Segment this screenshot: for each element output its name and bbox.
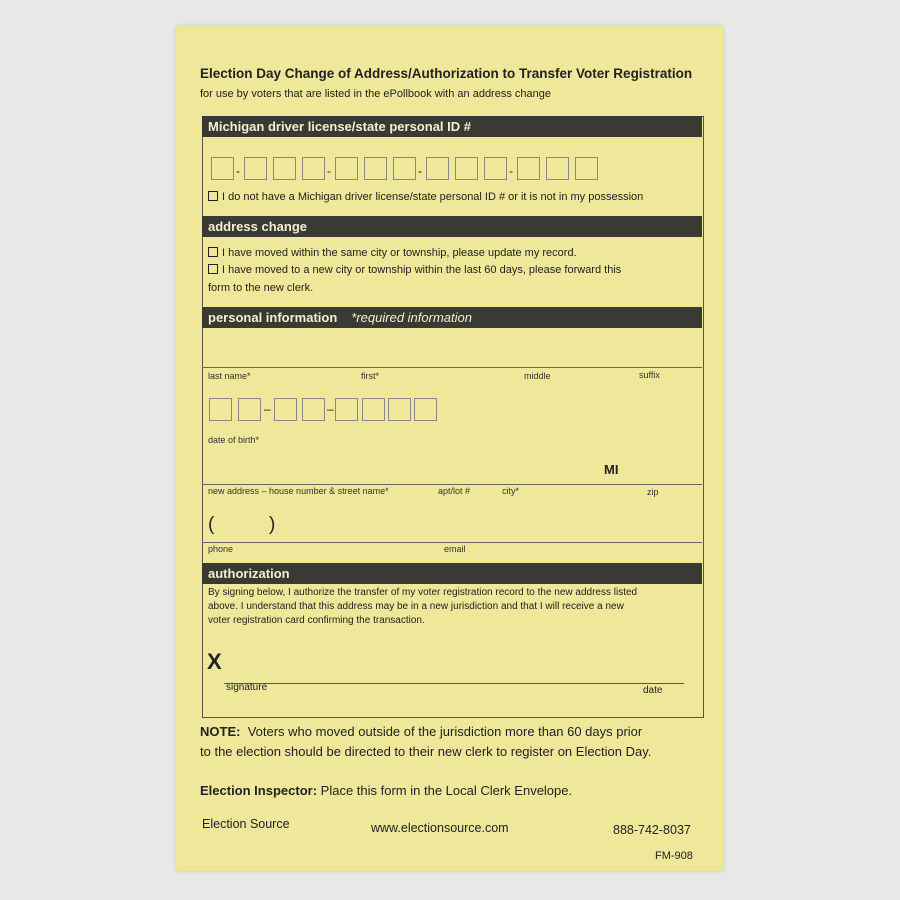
new-address-label: new address – house number & street name* xyxy=(208,486,389,496)
dob-box[interactable] xyxy=(335,398,358,421)
dob-dash: – xyxy=(327,402,334,416)
form-subtitle: for use by voters that are listed in the ePollbook with an address change xyxy=(200,88,551,100)
last-name-label: last name* xyxy=(208,371,251,381)
address-line xyxy=(202,484,702,485)
id-box[interactable] xyxy=(575,157,598,180)
city-label: city* xyxy=(502,486,520,496)
checkbox[interactable] xyxy=(208,264,218,274)
id-dash: - xyxy=(236,164,240,178)
dob-box[interactable] xyxy=(362,398,385,421)
voter-form-paper xyxy=(176,26,723,871)
checkbox[interactable] xyxy=(208,191,218,201)
id-box[interactable] xyxy=(335,157,358,180)
authorization-text xyxy=(208,586,688,628)
state-value: MI xyxy=(604,462,619,477)
phone-line xyxy=(202,542,702,543)
signature-line[interactable] xyxy=(224,683,684,684)
form-number: FM-908 xyxy=(655,850,693,862)
id-dash: - xyxy=(418,164,422,178)
authorization-text-line: By signing below, I authorize the transfer of my voter registration record to the new address listed xyxy=(208,587,638,598)
id-box[interactable] xyxy=(211,157,234,180)
address-section-header: address change xyxy=(202,216,702,237)
form-title: Election Day Change of Address/Authorization to Transfer Voter Registration xyxy=(200,66,693,81)
authorization-text-line: voter registration card confirming the transaction. xyxy=(208,615,425,626)
dob-box[interactable] xyxy=(274,398,297,421)
personal-section-header xyxy=(202,307,702,328)
id-dash: - xyxy=(509,164,513,178)
moved-new-city-label: I have moved to a new city or township within the last 60 days, please forward this xyxy=(222,264,622,276)
dob-box[interactable] xyxy=(209,398,232,421)
signature-label: signature xyxy=(226,682,268,693)
footer-phone: 888-742-8037 xyxy=(613,823,691,837)
moved-new-city-option[interactable] xyxy=(208,264,621,276)
date-label: date xyxy=(643,685,663,696)
id-box[interactable] xyxy=(302,157,325,180)
note-line1: Voters who moved outside of the jurisdiction more than 60 days prior xyxy=(247,724,643,739)
inspector-label: Election Inspector: xyxy=(200,783,318,798)
dob-box[interactable] xyxy=(238,398,261,421)
first-name-label: first* xyxy=(361,371,379,381)
no-license-label: I do not have a Michigan driver license/state personal ID # or it is not in my possession xyxy=(222,191,644,203)
id-box[interactable] xyxy=(426,157,449,180)
id-dash: - xyxy=(327,164,331,178)
personal-section-title: personal information xyxy=(208,310,338,325)
id-box[interactable] xyxy=(364,157,387,180)
signature-x-mark: X xyxy=(207,649,222,674)
dob-box[interactable] xyxy=(302,398,325,421)
inspector-instruction xyxy=(200,781,710,801)
id-box[interactable] xyxy=(393,157,416,180)
phone-label: phone xyxy=(208,544,234,554)
id-box[interactable] xyxy=(455,157,478,180)
note-line2: to the election should be directed to their new clerk to register on Election Day. xyxy=(200,744,652,759)
dob-dash: – xyxy=(264,402,271,416)
checkbox[interactable] xyxy=(208,247,218,257)
dob-box[interactable] xyxy=(414,398,437,421)
name-line xyxy=(202,367,702,368)
zip-label: zip xyxy=(647,487,659,497)
moved-same-city-label: I have moved within the same city or township, please update my record. xyxy=(222,247,577,259)
dob-box[interactable] xyxy=(388,398,411,421)
inspector-text: Place this form in the Local Clerk Envelope. xyxy=(320,783,573,798)
footer-company: Election Source xyxy=(202,817,290,831)
license-section-header: Michigan driver license/state personal ID # xyxy=(202,116,702,137)
footer-website: www.electionsource.com xyxy=(371,821,509,835)
moved-same-city-option[interactable] xyxy=(208,247,577,259)
phone-paren-open: ( xyxy=(208,514,215,535)
id-box[interactable] xyxy=(517,157,540,180)
id-box[interactable] xyxy=(244,157,267,180)
authorization-text-line: above. I understand that this address may be in a new jurisdiction and that I will receive a new xyxy=(208,601,624,612)
suffix-label: suffix xyxy=(639,370,660,380)
dob-label: date of birth* xyxy=(208,435,260,445)
required-note: *required information xyxy=(351,310,472,325)
apt-label: apt/lot # xyxy=(438,486,471,496)
middle-name-label: middle xyxy=(524,371,551,381)
email-label: email xyxy=(444,544,466,554)
no-license-option[interactable] xyxy=(208,191,643,203)
id-box[interactable] xyxy=(273,157,296,180)
note-label: NOTE: xyxy=(200,724,241,739)
note-block xyxy=(200,722,710,762)
id-box[interactable] xyxy=(484,157,507,180)
phone-paren-close: ) xyxy=(269,514,276,535)
id-box[interactable] xyxy=(546,157,569,180)
moved-new-city-label-cont: form to the new clerk. xyxy=(208,282,314,294)
authorization-section-header: authorization xyxy=(202,563,702,584)
